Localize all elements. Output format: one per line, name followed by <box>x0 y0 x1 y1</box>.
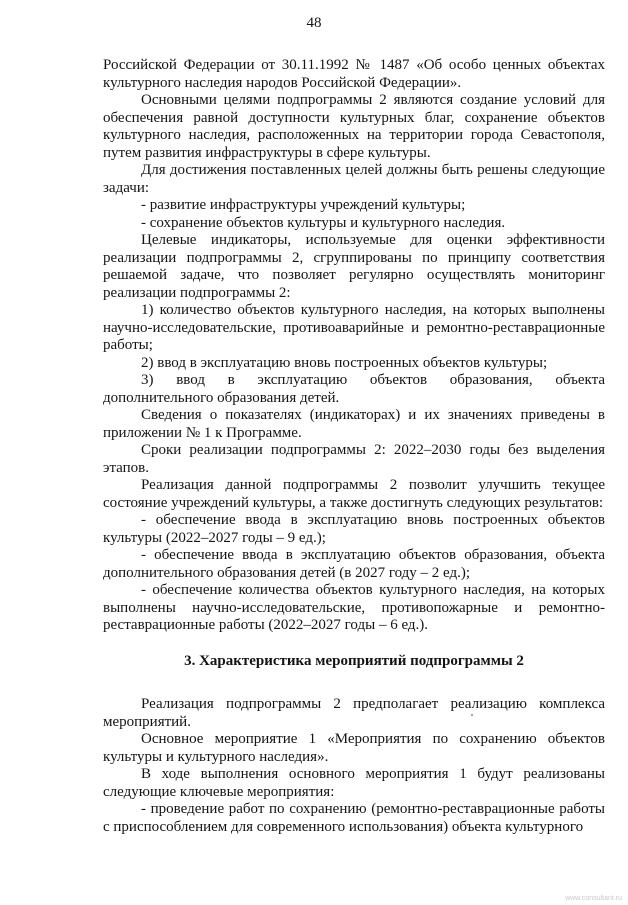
list-item: - сохранение объектов культуры и культурного наследия. <box>141 214 506 231</box>
watermark: www.consultant.ru <box>565 895 622 902</box>
list-item: - проведение работ по сохранению (ремонтно-реставрационные работы с приспособлением для современного использования) объекта культурного <box>103 801 605 835</box>
list-item: - развитие инфраструктуры учреждений культуры; <box>141 197 466 213</box>
paragraph: Сроки реализации подпрограммы 2: 2022–2030 годы без выделения этапов. <box>103 442 605 476</box>
list-item: 2) ввод в эксплуатацию вновь построенных объектов культуры; <box>141 354 548 371</box>
paragraph: Основными целями подпрограммы 2 являются создание условий для обеспечения равной доступности культурных благ, сохранение объектов культурного наследия, расположенных на территории города Севастополя, путем развития инфраструктуры в сфере культуры. <box>103 92 605 161</box>
paragraph: Реализация данной подпрограммы 2 позволит улучшить текущее состояние учреждений культуры, а также достигнуть следующих результатов: <box>103 477 605 511</box>
paragraph: В ходе выполнения основного мероприятия 1 будут реализованы следующие ключевые мероприятия: <box>103 766 605 800</box>
paragraph: Для достижения поставленных целей должны быть решены следующие задачи: <box>103 162 605 196</box>
scan-speck <box>471 714 473 716</box>
list-item: - обеспечение количества объектов культурного наследия, на которых выполнены научно-исследовательские, противопожарные и ремонтно-реставрационные работы (2022–2027 годы – 6 ед.). <box>103 582 605 633</box>
paragraph: Основное мероприятие 1 «Мероприятия по сохранению объектов культуры и культурного наследия». <box>103 731 605 765</box>
document-body <box>103 57 605 836</box>
list-item: 3) ввод в эксплуатацию объектов образования, объекта дополнительного образования детей. <box>103 372 605 406</box>
paragraph: Сведения о показателях (индикаторах) и их значениях приведены в приложении № 1 к Программе. <box>103 407 605 441</box>
paragraph: Российской Федерации от 30.11.1992 № 1487 «Об особо ценных объектах культурного наследия народов Российской Федерации». <box>103 57 605 91</box>
page-number: 48 <box>306 15 322 31</box>
paragraph: Целевые индикаторы, используемые для оценки эффективности реализации подпрограммы 2, сгруппированы по принципу соответствия решаемой задаче, что позволяет регулярно осуществлять мониторинг реализации подпрограммы 2: <box>103 232 605 301</box>
section-heading: 3. Характеристика мероприятий подпрограммы 2 <box>184 652 524 669</box>
list-item: 1) количество объектов культурного наследия, на которых выполнены научно-исследовательские, противоаварийные и ремонтно-реставрационные работы; <box>103 302 605 353</box>
list-item: - обеспечение ввода в эксплуатацию вновь построенных объектов культуры (2022–2027 годы – 9 ед.); <box>103 512 605 546</box>
list-item: - обеспечение ввода в эксплуатацию объектов образования, объекта дополнительного образования детей (в 2027 году – 2 ед.); <box>103 547 605 581</box>
paragraph: Реализация подпрограммы 2 предполагает реализацию комплекса мероприятий. <box>103 696 605 730</box>
